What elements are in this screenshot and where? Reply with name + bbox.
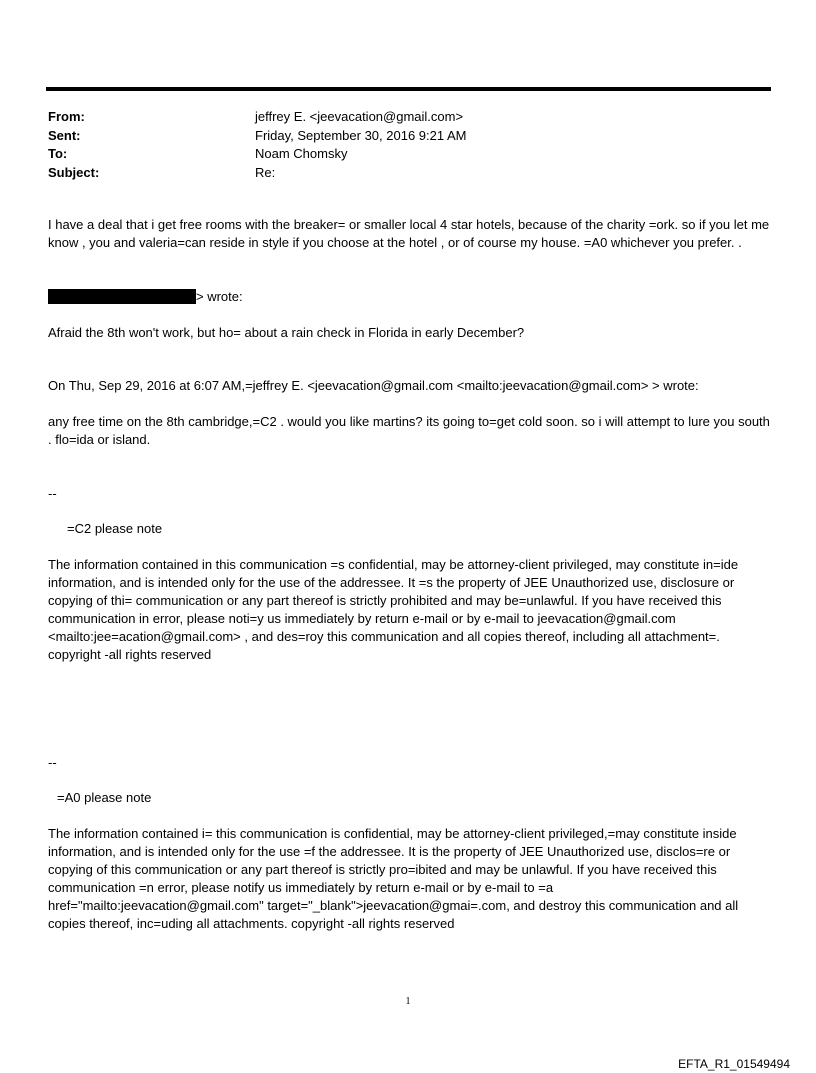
page-number: 1 — [405, 996, 411, 1007]
please-note-1: =C2 please note — [67, 521, 163, 536]
header-row-to — [48, 145, 768, 164]
from-label: From: — [48, 109, 85, 124]
original-message-paragraph: any free time on the 8th cambridge,=C2 . would you like martins? its going to=get cold soon. so i will attempt to lure you south . flo=ida or island. — [48, 414, 770, 447]
wrote-text: > wrote: — [196, 289, 243, 304]
quote-attribution: On Thu, Sep 29, 2016 at 6:07 AM,=jeffrey E. <jeevacation@gmail.com <mailto:jeevacation@gmail.com> > wrote: — [48, 378, 699, 393]
quoted-sender-line — [48, 288, 770, 306]
header-row-subject — [48, 164, 768, 183]
document-id: EFTA_R1_01549494 — [678, 1057, 790, 1071]
from-value: jeffrey E. <jeevacation@gmail.com> — [255, 109, 464, 124]
to-value: Noam Chomsky — [255, 146, 348, 161]
please-note-2: =A0 please note — [57, 790, 152, 805]
subject-label: Subject: — [48, 164, 100, 180]
signature-separator: -- — [48, 486, 57, 501]
header-rule — [46, 87, 771, 91]
sent-value: Friday, September 30, 2016 9:21 AM — [255, 127, 467, 143]
to-label: To: — [48, 146, 68, 161]
sent-label: Sent: — [48, 127, 81, 143]
message-paragraph: I have a deal that i get free rooms with the breaker= or smaller local 4 star hotels, because of the charity =ork. so if you let me know , you and valeria=can reside in style if you choose at the hotel , or of course my house. =A0 whichever you prefer. . — [48, 217, 770, 250]
email-header — [48, 108, 768, 182]
header-row-sent — [48, 127, 768, 146]
signature-separator-2: -- — [48, 755, 57, 770]
disclaimer-1: The information contained in this communication =s confidential, may be attorney-client privileged, may constitute in=ide information, and is intended only for the use of the addressee. It =s the property of JEE Unauthorized use, disclosure or copying of thi= communication or any part thereof is strictly prohibited and may be=unlawful. If you have received this communication in error, please noti=y us immediately by return e-mail or by e-mail to jeevacation@gmail.com <mailto:jee=acation@gmail.com> , and des=roy this communication and all copies thereof, including all attachment=. copyright -all rights reserved — [48, 557, 739, 662]
header-row-from — [48, 108, 768, 127]
disclaimer-2: The information contained i= this communication is confidential, may be attorney-client privileged,=may constitute inside information, and is intended only for the use =f the addressee. It is the property of JEE Unauthorized use, disclos=re or copying of this communication or any part thereof is strictly pro=ibited and may be unlawful. If you have received this communication =n error, please notify us immediately by return e-mail or by e-mail to =a href="mailto:jeevacation@gmail.com" target="_blank">jeevacation@gmai=.com, and destroy this communication and all copies thereof, inc=uding all attachments. copyright -all rights reserved — [48, 826, 739, 931]
subject-value: Re: — [255, 164, 276, 180]
redaction-block — [48, 289, 196, 304]
reply-paragraph: Afraid the 8th won't work, but ho= about a rain check in Florida in early December? — [48, 325, 525, 340]
